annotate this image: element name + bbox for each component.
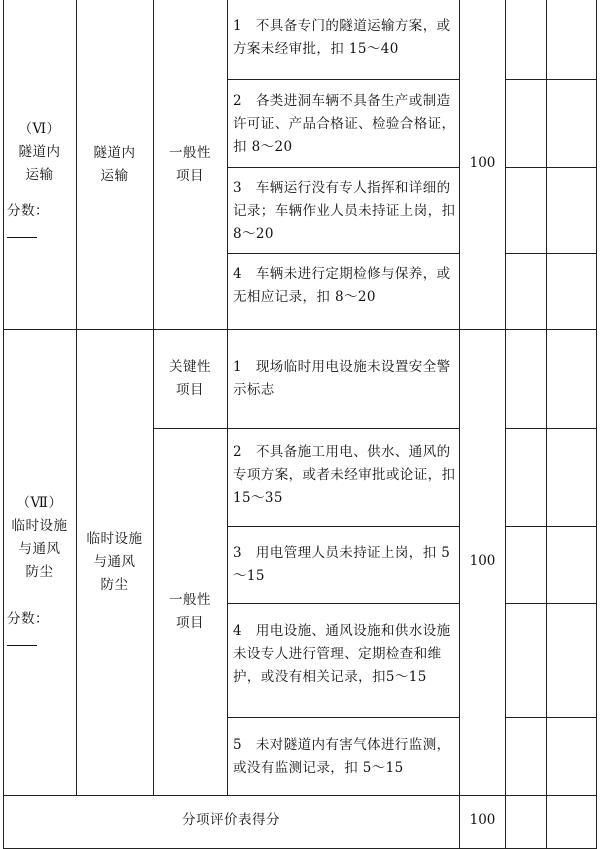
footer-divider [3,795,596,796]
list-item: 3 用电管理人员未持证上岗，扣 5～15 [233,545,451,584]
category-label: （Ⅵ） 隧道内 运输 [18,121,61,183]
col-divider [227,0,228,795]
list-item: 1 不具备专门的隧道运输方案，或方案未经审批，扣 15～40 [233,18,451,57]
sub-item-label: 临时设施 与通风 防尘 [86,531,143,593]
list-item: 2 不具备施工用电、供水、通风的专项方案，或者未经审批或论证，扣 15～35 [233,444,456,506]
row-divider [227,79,459,80]
item-type-label: 一般性 项目 [169,145,211,184]
col-divider [546,0,547,849]
col-divider [459,0,460,849]
score-field [7,608,77,654]
points-value: 100 [469,155,496,171]
row-divider [227,167,459,168]
row-divider [505,526,596,527]
col-divider [505,0,506,849]
sub-item-label: 隧道内 运输 [93,145,136,184]
score-blank[interactable] [7,223,37,238]
list-item: 4 用电设施、通风设施和供水设施未设专人进行管理、定期检查和维护，或没有相关记录，扣5～15 [233,623,451,685]
row-divider [505,428,596,429]
score-blank[interactable] [7,631,37,646]
row-divider [505,717,596,718]
table-border-right [596,0,597,849]
score-label: 分数： [7,611,49,627]
row-divider [227,717,459,718]
row-divider [505,603,596,604]
list-item: 3 车辆运行没有专人指挥和详细的记录；车辆作业人员未持证上岗，扣 8～20 [233,180,456,242]
row-divider [505,253,596,254]
row-divider [227,603,459,604]
score-label: 分数： [7,203,49,219]
row-divider [505,79,596,80]
item-type-label: 关键性 项目 [169,359,211,398]
list-item: 2 各类进洞车辆不具备生产或制造许可证、产品合格证、检验合格证，扣 8～20 [233,93,456,155]
score-field [7,200,77,246]
section-divider [3,329,596,330]
total-points-value: 100 [469,812,496,828]
row-divider [227,526,459,527]
list-item: 5 未对隧道内有害气体进行监测，或没有监测记录，扣 5～15 [233,737,451,776]
total-score-label: 分项评价表得分 [182,812,280,828]
points-value: 100 [469,553,496,569]
list-item: 1 现场临时用电设施未设置安全警示标志 [233,359,451,398]
row-divider [153,428,459,429]
category-label: （Ⅶ） 临时设施 与通风 防尘 [11,495,68,580]
row-divider [505,167,596,168]
item-type-label: 一般性 项目 [169,592,211,631]
list-item: 4 车辆未进行定期检修与保养，或无相应记录，扣 8～20 [233,266,451,305]
row-divider [227,253,459,254]
col-divider [76,0,77,795]
